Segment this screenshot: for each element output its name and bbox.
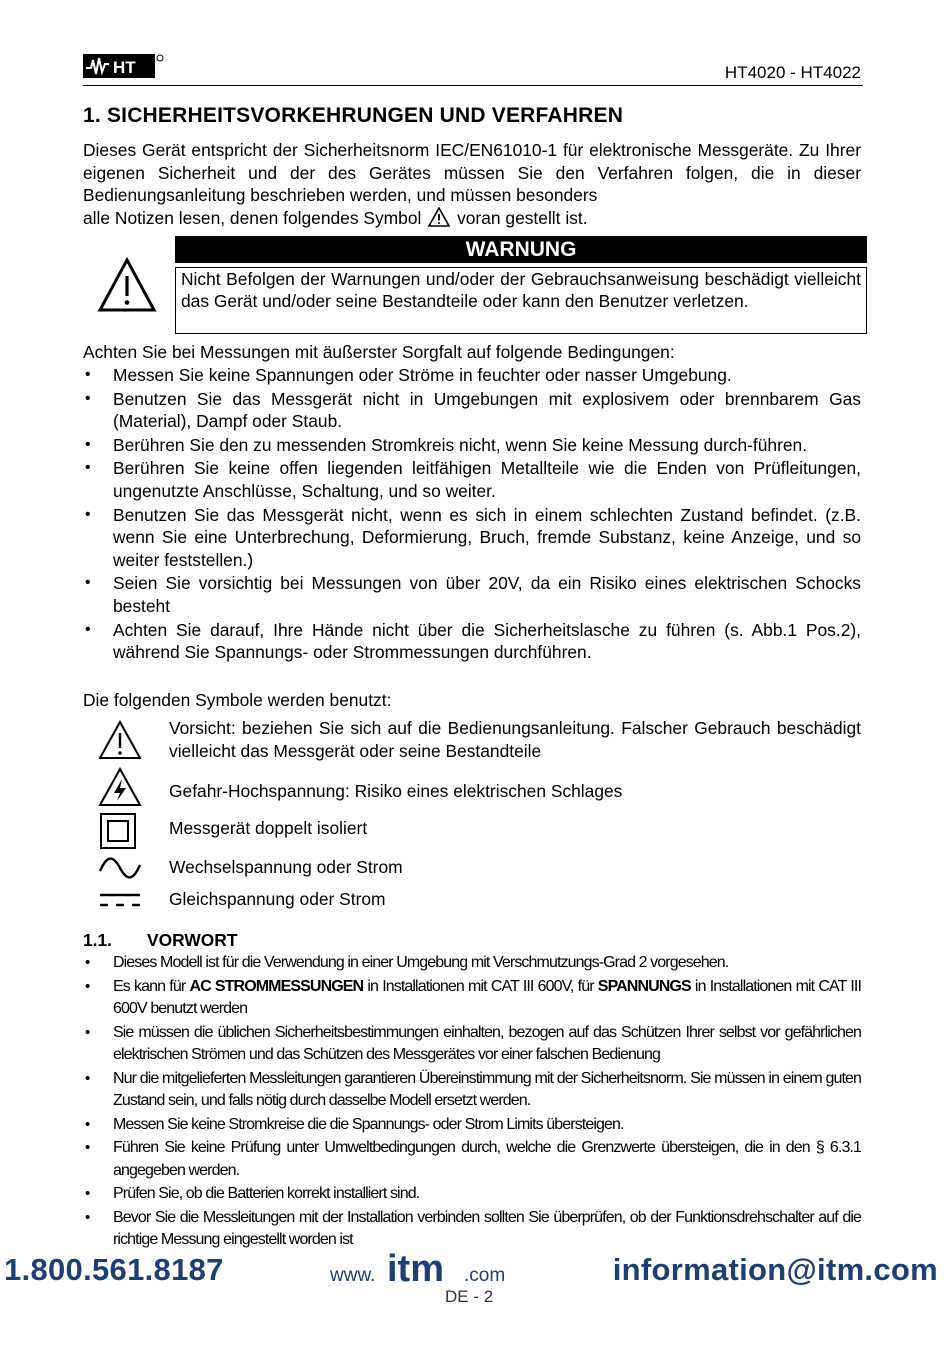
subsection-heading	[83, 930, 238, 951]
model-number: HT4020 - HT4022	[724, 63, 861, 82]
page-number: DE - 2	[445, 1287, 494, 1306]
symbol-text: Gleichspannung oder Strom	[169, 889, 386, 909]
list-item: • Nur die mitgelieferten Messleitungen garantieren Übereinstimmung mit der Sicherheitsnorm. Sie müssen in einem guten Zustand sein, und falls nötig durch dasselbe Modell ersetzt werden.	[83, 1068, 861, 1113]
website-prefix: www.	[330, 1265, 376, 1286]
symbol-text: Messgerät doppelt isoliert	[169, 818, 368, 838]
list-item: • Achten Sie darauf, Ihre Hände nicht über die Sicherheitslasche zu führen (s. Abb.1 Pos.2), während Sie Spannungs- oder Strommessungen durchführen.	[83, 619, 861, 664]
list-item: • Dieses Modell ist für die Verwendung in einer Umgebung mit Verschmutzungs-Grad 2 vorgesehen.	[83, 952, 861, 975]
section-title: 1. SICHERHEITSVORKEHRUNGEN UND VERFAHREN	[83, 104, 624, 127]
ht-logo	[83, 54, 165, 78]
list-item: • Bevor Sie die Messleitungen mit der Installation verbinden sollten Sie überprüfen, ob der Funktionsdrehschalter auf die richtige Messung eingestellt worden ist	[83, 1207, 861, 1252]
intro-text-c: voran gestellt ist.	[457, 207, 588, 228]
conditions-intro: Achten Sie bei Messungen mit äußerster Sorgfalt auf folgende Bedingungen:	[83, 342, 675, 362]
footer-email: information@itm.com	[612, 1252, 938, 1287]
list-item: • Es kann für AC STROMMESSUNGEN in Installationen mit CAT III 600V, für SPANNUNGS in Installationen mit CAT III 600V benutzt werden	[83, 976, 861, 1021]
list-item: • Messen Sie keine Spannungen oder Ströme in feuchter oder nasser Umgebung.	[83, 364, 861, 387]
page-header	[83, 50, 863, 86]
list-item: • Führen Sie keine Prüfung unter Umweltbedingungen durch, welche die Grenzwerte übersteigen, die in den § 6.3.1 angegeben werden.	[83, 1137, 861, 1182]
warning-box	[175, 236, 867, 335]
caution-triangle-icon	[98, 720, 142, 760]
logo-text: HT	[113, 58, 136, 77]
list-item: • Benutzen Sie das Messgerät nicht, wenn es sich in einem schlechten Zustand befindet. (z.B. wenn Sie eine Unterbrechung, Deformierung, Bruch, fremde Substanz, keine Anzeige, und so weiter feststellen.)	[83, 504, 861, 572]
double-insulation-icon	[98, 811, 138, 851]
website-suffix: .com	[464, 1265, 506, 1286]
warning-heading: WARNUNG	[175, 236, 867, 263]
list-item: • Sie müssen die üblichen Sicherheitsbestimmungen einhalten, bezogen auf das Schützen Ihrer selbst vor gefährlichen elektrischen Strömen und das Schützen des Messgerätes vor einer falschen Bedienung	[83, 1022, 861, 1067]
list-item: • Benutzen Sie das Messgerät nicht in Umgebungen mit explosivem oder brennbarem Gas (Material), Dampf oder Staub.	[83, 388, 861, 433]
symbols-intro: Die folgenden Symbole werden benutzt:	[83, 690, 392, 710]
symbol-text: Wechselspannung oder Strom	[169, 857, 403, 877]
footer-phone: 1.800.561.8187	[4, 1252, 224, 1287]
list-item: • Prüfen Sie, ob die Batterien korrekt installiert sind.	[83, 1183, 861, 1206]
warning-triangle-icon	[97, 257, 157, 313]
symbol-text: Gefahr-Hochspannung: Risiko eines elektrischen Schlages	[169, 781, 623, 801]
list-item: • Berühren Sie keine offen liegenden leitfähigen Metallteile wie die Enden von Prüfleitungen, ungenutzte Anschlüsse, Schaltung, und so weiter.	[83, 457, 861, 502]
conditions-list	[83, 364, 861, 665]
ac-wave-icon	[98, 857, 142, 879]
list-item: • Messen Sie keine Stromkreise die die Spannungs- oder Strom Limits übersteigen.	[83, 1114, 861, 1137]
intro-paragraph	[83, 139, 861, 229]
list-item: • Berühren Sie den zu messenden Stromkreis nicht, wenn Sie keine Messung durch-führen.	[83, 434, 861, 457]
dc-symbol-icon	[98, 890, 142, 910]
warning-triangle-icon	[428, 207, 450, 227]
intro-text-b: alle Notizen lesen, denen folgendes Symbol	[83, 207, 422, 228]
intro-text-a: Dieses Gerät entspricht der Sicherheitsnorm IEC/EN61010-1 für elektronische Messgeräte. Zu Ihrer eigenen Sicherheit und der des Gerätes müssen Sie den Verfahren folgen, die in dieser Bedienungsanleitung beschrieben werden, und müssen besonders	[83, 140, 861, 206]
subsection-number: 1.1.	[83, 930, 113, 950]
subsection-title: VORWORT	[147, 930, 238, 950]
preface-list	[83, 952, 861, 1253]
list-item: • Seien Sie vorsichtig bei Messungen von über 20V, da ein Risiko eines elektrischen Schocks besteht	[83, 572, 861, 617]
warning-text: Nicht Befolgen der Warnungen und/oder der Gebrauchsanweisung beschädigt vielleicht das Gerät und/oder seine Bestandteile oder kann den Benutzer verletzen.	[175, 267, 867, 334]
svg-text:itm: itm	[387, 1250, 444, 1286]
symbol-text: Vorsicht: beziehen Sie sich auf die Bedienungsanleitung. Falscher Gebrauch beschädigt vielleicht das Messgerät oder seine Bestandteile	[169, 718, 861, 761]
high-voltage-icon	[98, 767, 142, 807]
